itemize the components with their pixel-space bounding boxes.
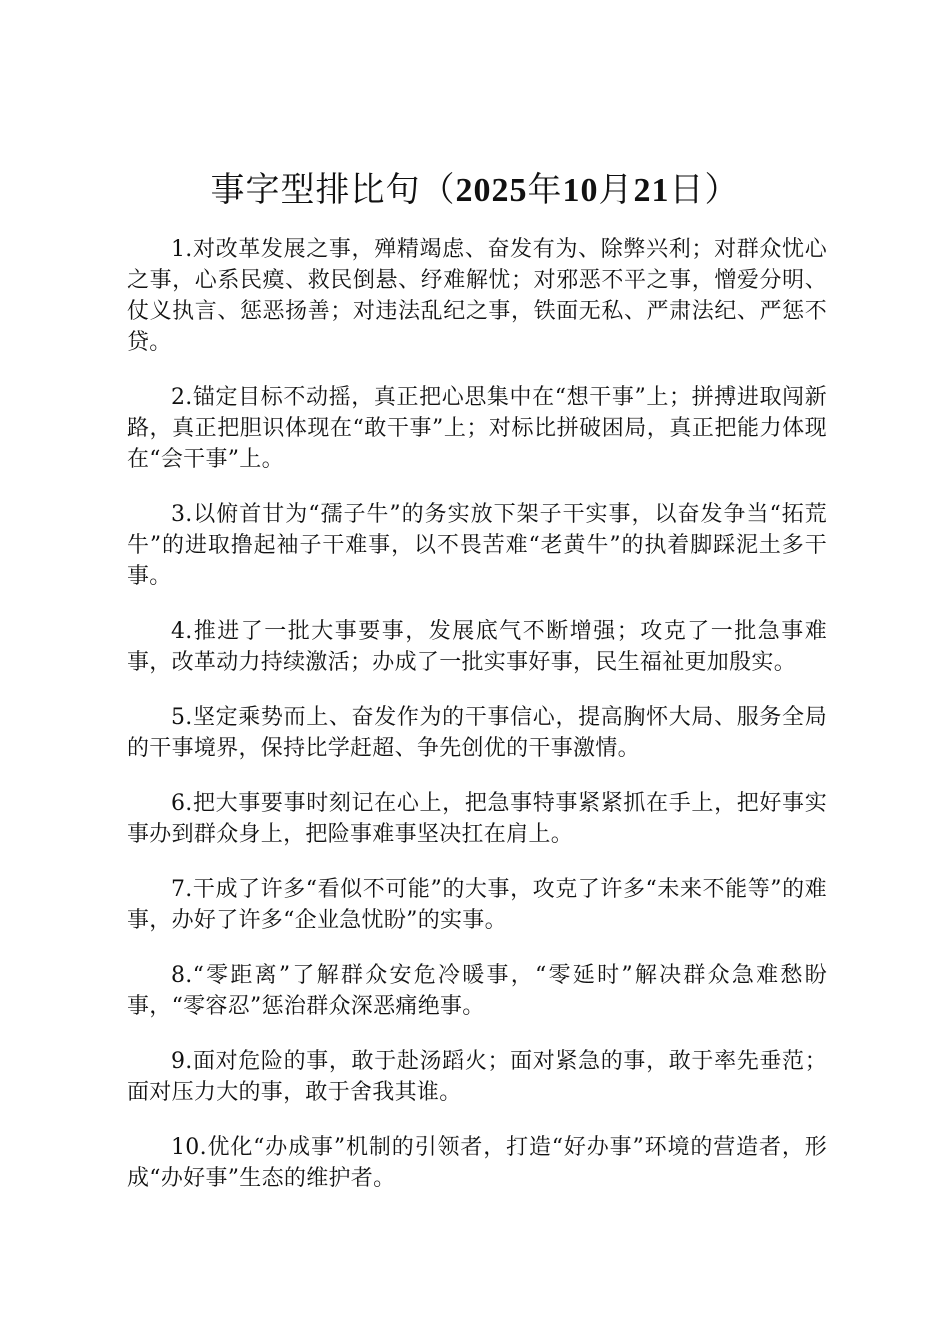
- paragraph-2: 2.锚定目标不动摇，真正把心思集中在“想干事”上；拼搏进取闯新路，真正把胆识体现在“敢干事”上；对标比拼破困局，真正把能力体现在“会干事”上。: [127, 385, 827, 472]
- paragraph-10: 10.优化“办成事”机制的引领者，打造“好办事”环境的营造者，形成“办好事”生态的维护者。: [127, 1135, 827, 1191]
- title-text: 事字型排比句（: [210, 170, 456, 210]
- paragraph-6: 6.把大事要事时刻记在心上，把急事特事紧紧抓在手上，把好事实事办到群众身上，把险事难事坚决扛在肩上。: [127, 791, 827, 847]
- title-day-unit: 日）: [669, 170, 740, 210]
- title-month-unit: 月: [598, 170, 634, 210]
- paragraph-8: 8.“零距离”了解群众安危冷暖事，“零延时”解决群众急难愁盼事，“零容忍”惩治群众深恶痛绝事。: [127, 963, 827, 1019]
- paragraph-9: 9.面对危险的事，敢于赴汤蹈火；面对紧急的事，敢于率先垂范；面对压力大的事，敢于舍我其谁。: [127, 1049, 827, 1105]
- title-year: 2025: [455, 172, 528, 209]
- paragraph-7: 7.干成了许多“看似不可能”的大事，攻克了许多“未来不能等”的难事，办好了许多“企业急忧盼”的实事。: [127, 877, 827, 933]
- title-day: 21: [633, 172, 670, 209]
- paragraph-3: 3.以俯首甘为“孺子牛”的务实放下架子干实事，以奋发争当“拓荒牛”的进取撸起袖子干难事，以不畏苦难“老黄牛”的执着脚踩泥土多干事。: [127, 502, 827, 589]
- document-body: [127, 234, 827, 1218]
- title-month: 10: [562, 172, 599, 209]
- paragraph-4: 4.推进了一批大事要事，发展底气不断增强；攻克了一批急事难事，改革动力持续激活；办成了一批实事好事，民生福祉更加殷实。: [127, 619, 827, 675]
- title-year-unit: 年: [527, 170, 563, 210]
- document-title: [0, 168, 950, 213]
- paragraph-1: 1.对改革发展之事，殚精竭虑、奋发有为、除弊兴利；对群众忧心之事，心系民瘼、救民倒悬、纾难解忧；对邪恶不平之事，憎爱分明、仗义执言、惩恶扬善；对违法乱纪之事，铁面无私、严肃法纪、严惩不贷。: [127, 237, 827, 355]
- paragraph-5: 5.坚定乘势而上、奋发作为的干事信心，提高胸怀大局、服务全局的干事境界，保持比学赶超、争先创优的干事激情。: [127, 705, 827, 761]
